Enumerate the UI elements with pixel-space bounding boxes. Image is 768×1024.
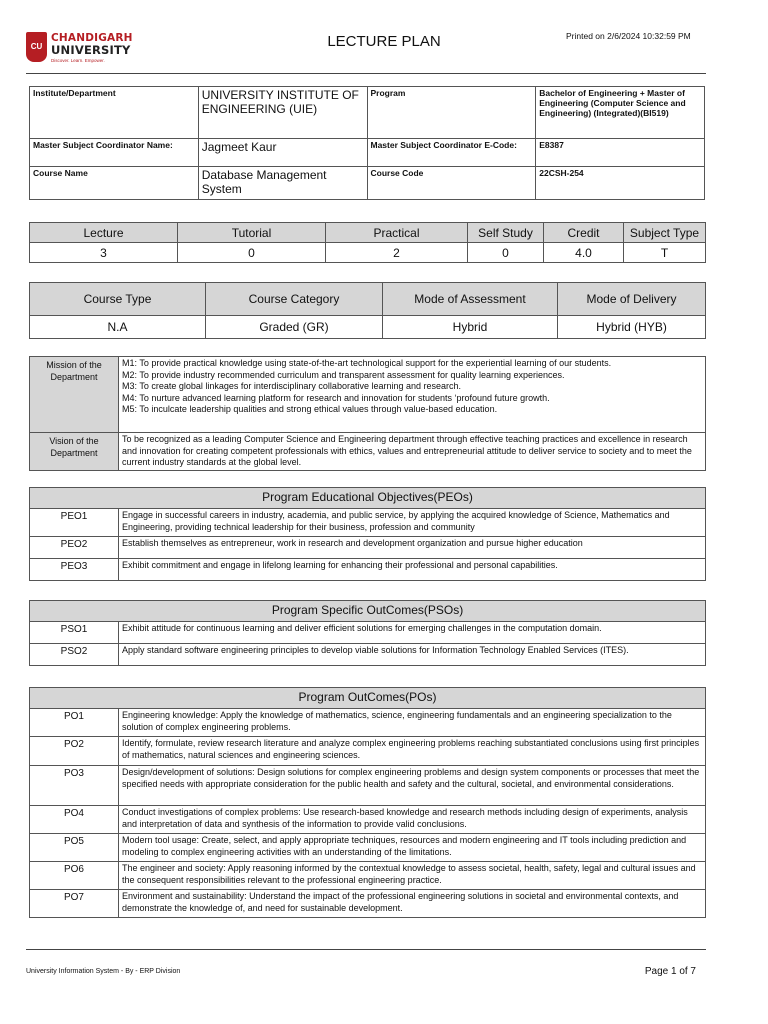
pso-heading: Program Specific OutComes(PSOs) (30, 601, 706, 622)
coordinator-label: Master Subject Coordinator Name: (30, 139, 199, 167)
logo-line2: UNIVERSITY (51, 43, 131, 57)
po-text: Design/development of solutions: Design solutions for complex engineering problems and design system components or processes that meet the specified needs with appropriate consideration for the public health and safety and the cultural, societal, and environmental considerations. (119, 766, 706, 806)
delivery-mode-value: Hybrid (HYB) (558, 316, 706, 339)
institute-label: Institute/Department (30, 87, 199, 139)
tutorial-header: Tutorial (178, 223, 326, 243)
practical-value: 2 (326, 243, 468, 263)
delivery-mode-header: Mode of Delivery (558, 283, 706, 316)
peo-code: PEO1 (30, 509, 119, 537)
pso-code: PSO2 (30, 644, 119, 666)
po-code: PO5 (30, 834, 119, 862)
pso-text: Exhibit attitude for continuous learning and deliver efficient solutions for emerging challenges in the computation domain. (119, 622, 706, 644)
subject-type-value: T (624, 243, 706, 263)
self-study-value: 0 (468, 243, 544, 263)
mission-label: Mission of the Department (30, 357, 119, 433)
po-code: PO2 (30, 737, 119, 766)
po-code: PO4 (30, 806, 119, 834)
peo-heading: Program Educational Objectives(PEOs) (30, 488, 706, 509)
institute-value: UNIVERSITY INSTITUTE OF ENGINEERING (UIE) (198, 87, 367, 139)
logo-line1: CHANDIGARH (51, 32, 133, 44)
mission-item: M1: To provide practical knowledge using state-of-the-art technological support for the experiential learning of our students. (122, 358, 612, 368)
practical-header: Practical (326, 223, 468, 243)
credit-header: Credit (544, 223, 624, 243)
course-load-table (29, 222, 706, 263)
pso-text: Apply standard software engineering principles to develop viable solutions for Information Technology Enabled Services (ITES). (119, 644, 706, 666)
mission-vision-table (29, 356, 706, 471)
peo-table (29, 487, 706, 581)
course-info-table (29, 86, 705, 200)
vision-text: To be recognized as a leading Computer Science and Engineering department through effective teaching practices and excellence in research and innovation for creating competent professionals with ethics, values and entrepreneurial attitude to deliver service to society and to meet the current industry standards at the global level. (119, 433, 706, 471)
po-code: PO3 (30, 766, 119, 806)
footer-divider (26, 949, 706, 950)
credit-value: 4.0 (544, 243, 624, 263)
printed-timestamp: Printed on 2/6/2024 10:32:59 PM (566, 31, 691, 41)
mission-item: M4: To nurture advanced learning platform for research and innovation for students ‘profound future growth. (122, 392, 550, 403)
lecture-header: Lecture (30, 223, 178, 243)
po-heading: Program OutComes(POs) (30, 688, 706, 709)
self-study-header: Self Study (468, 223, 544, 243)
page-number: Page 1 of 7 (644, 966, 696, 977)
po-text: The engineer and society: Apply reasoning informed by the contextual knowledge to assess societal, health, safety, legal and cultural issues and the consequent responsibilities relevant to the professional engineering practice. (119, 862, 706, 890)
course-category-value: Graded (GR) (206, 316, 383, 339)
po-text: Identify, formulate, review research literature and analyze complex engineering problems reaching substantiated conclusions using first principles of mathematics, natural sciences and engineering sciences. (119, 737, 706, 766)
course-name-label: Course Name (30, 167, 199, 200)
pso-code: PSO1 (30, 622, 119, 644)
po-text: Modern tool usage: Create, select, and apply appropriate techniques, resources and modern engineering and IT tools including prediction and modeling to complex engineering activities with an understanding of the limitations. (119, 834, 706, 862)
subject-type-header: Subject Type (624, 223, 706, 243)
po-table (29, 687, 706, 918)
coordinator-value: Jagmeet Kaur (198, 139, 367, 167)
course-type-value: N.A (30, 316, 206, 339)
po-code: PO7 (30, 890, 119, 918)
po-text: Conduct investigations of complex problems: Use research-based knowledge and research methods including design of experiments, analysis and interpretation of data and synthesis of the information to provide valid conclusions. (119, 806, 706, 834)
po-code: PO1 (30, 709, 119, 737)
shield-icon: CU (26, 32, 47, 62)
course-type-header: Course Type (30, 283, 206, 316)
ecode-value: E8387 (536, 139, 705, 167)
vision-label: Vision of the Department (30, 433, 119, 471)
footer-system-name: University Information System - By - ERP Division (26, 968, 181, 975)
course-name-value: Database Management System (198, 167, 367, 200)
ecode-label: Master Subject Coordinator E-Code: (367, 139, 536, 167)
course-code-label: Course Code (367, 167, 536, 200)
course-code-value: 22CSH-254 (536, 167, 705, 200)
lecture-value: 3 (30, 243, 178, 263)
mission-item: M5: To inculcate leadership qualities and strong ethical values through value-based education. (122, 404, 498, 414)
mission-item: M2: To provide industry recommended curriculum and transparent assessment for quality learning experiences. (122, 369, 565, 380)
po-text: Engineering knowledge: Apply the knowledge of mathematics, science, engineering fundamentals and an engineering specialization to the solution of complex engineering problems. (119, 709, 706, 737)
course-category-header: Course Category (206, 283, 383, 316)
header-divider (26, 73, 706, 74)
mission-item: M3: To create global linkages for interdisciplinary collaborative learning and research. (122, 381, 462, 391)
assessment-mode-header: Mode of Assessment (383, 283, 558, 316)
pso-table (29, 600, 706, 666)
peo-code: PEO2 (30, 537, 119, 559)
program-label: Program (367, 87, 536, 139)
peo-text: Establish themselves as entrepreneur, work in research and development organization and pursue higher education (119, 537, 706, 559)
peo-text: Engage in successful careers in industry, academia, and public service, by applying the acquired knowledge of Science, Mathematics and Engineering, providing technical leadership for their business, profession and community (119, 509, 706, 537)
peo-text: Exhibit commitment and engage in lifelong learning for enhancing their professional and personal capabilities. (119, 559, 706, 581)
logo-tagline: Discover. Learn. Empower. (51, 58, 105, 63)
po-text: Environment and sustainability: Understand the impact of the professional engineering solutions in societal and environmental contexts, and demonstrate the knowledge of, and need for sustainable development. (119, 890, 706, 918)
page-title: LECTURE PLAN (327, 33, 441, 50)
tutorial-value: 0 (178, 243, 326, 263)
assessment-mode-value: Hybrid (383, 316, 558, 339)
mission-text (119, 357, 706, 433)
po-code: PO6 (30, 862, 119, 890)
program-value: Bachelor of Engineering + Master of Engineering (Computer Science and Engineering) (Integrated)(BI519) (536, 87, 705, 139)
course-type-table (29, 282, 706, 339)
peo-code: PEO3 (30, 559, 119, 581)
